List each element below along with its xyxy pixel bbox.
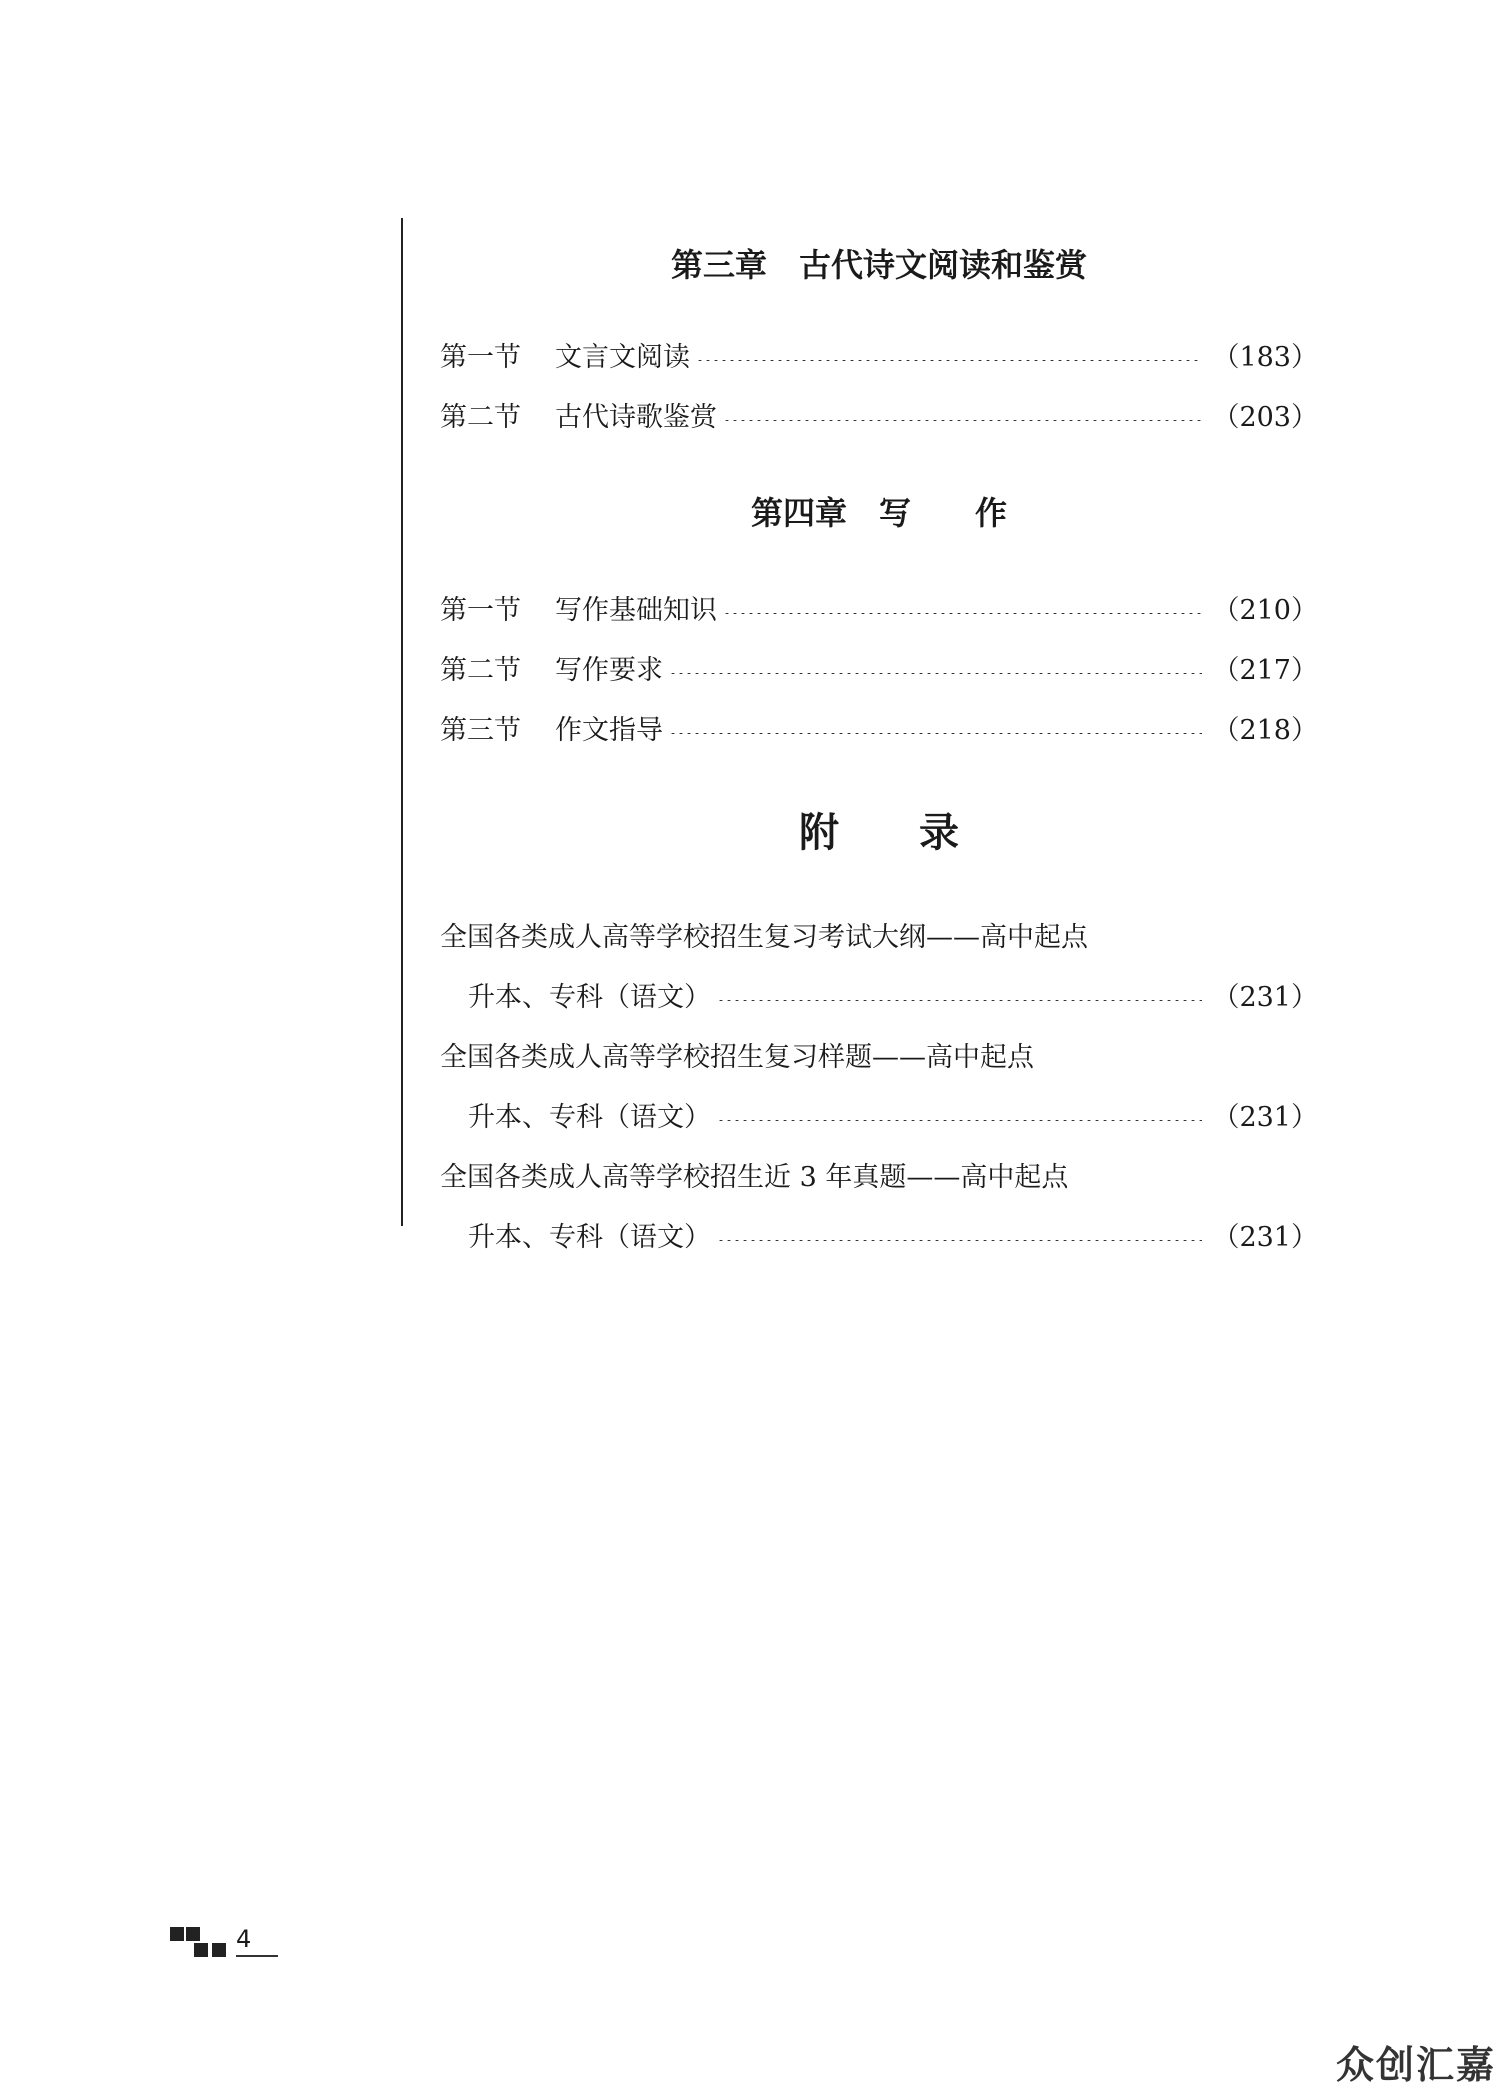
section-title: 作文指导 bbox=[555, 715, 663, 746]
appendix-item-subtitle: 升本、专科（语文） bbox=[468, 982, 711, 1013]
decor-square-icon bbox=[194, 1943, 208, 1957]
leader-dots bbox=[717, 1120, 1202, 1121]
section-title: 文言文阅读 bbox=[555, 342, 690, 373]
footer-rule bbox=[236, 1955, 278, 1957]
leader-dots bbox=[669, 733, 1202, 734]
section-label: 第二节 bbox=[440, 655, 521, 686]
appendix-title: 附 录 bbox=[799, 810, 959, 856]
toc-entry[interactable] bbox=[440, 328, 1318, 388]
appendix-item-subtitle: 升本、专科（语文） bbox=[468, 1102, 711, 1133]
decor-square-icon bbox=[170, 1927, 184, 1941]
appendix-item-title: 全国各类成人高等学校招生复习考试大纲——高中起点 bbox=[440, 922, 1088, 953]
appendix-item-title: 全国各类成人高等学校招生复习样题——高中起点 bbox=[440, 1042, 1034, 1073]
toc-entry[interactable] bbox=[440, 641, 1318, 701]
leader-dots bbox=[717, 1240, 1202, 1241]
appendix-item[interactable] bbox=[440, 908, 1318, 1028]
section-title: 写作要求 bbox=[555, 655, 663, 686]
section-label: 第一节 bbox=[440, 595, 521, 626]
section-title: 写作基础知识 bbox=[555, 595, 717, 626]
leader-dots bbox=[696, 360, 1202, 361]
leader-dots bbox=[669, 673, 1202, 674]
toc-entry[interactable] bbox=[440, 581, 1318, 641]
page-ref: （231） bbox=[1212, 982, 1318, 1013]
leader-dots bbox=[723, 613, 1202, 614]
leader-dots bbox=[717, 1000, 1202, 1001]
page-ref: （203） bbox=[1212, 402, 1318, 433]
section-label: 第二节 bbox=[440, 402, 521, 433]
appendix-item[interactable] bbox=[440, 1148, 1318, 1268]
margin-rule bbox=[401, 218, 403, 1226]
page-ref: （217） bbox=[1212, 655, 1318, 686]
section-title: 古代诗歌鉴赏 bbox=[555, 402, 717, 433]
decor-square-icon bbox=[212, 1943, 226, 1957]
page-ref: （218） bbox=[1212, 715, 1318, 746]
page-footer bbox=[170, 1925, 278, 1965]
leader-dots bbox=[723, 420, 1202, 421]
toc-entry[interactable] bbox=[440, 701, 1318, 761]
toc-entry[interactable] bbox=[440, 388, 1318, 448]
page-ref: （231） bbox=[1212, 1102, 1318, 1133]
page-number: 4 bbox=[236, 1925, 252, 1953]
page-ref: （210） bbox=[1212, 595, 1318, 626]
chapter-4-title: 第四章 写 作 bbox=[750, 494, 1007, 532]
appendix-item-title: 全国各类成人高等学校招生近 3 年真题——高中起点 bbox=[440, 1162, 1069, 1193]
decor-square-icon bbox=[186, 1927, 200, 1941]
appendix-item-subtitle: 升本、专科（语文） bbox=[468, 1222, 711, 1253]
table-of-contents bbox=[440, 240, 1318, 1268]
page-ref: （183） bbox=[1212, 342, 1318, 373]
chapter-3-title: 第三章 古代诗文阅读和鉴赏 bbox=[670, 246, 1087, 284]
section-label: 第一节 bbox=[440, 342, 521, 373]
watermark-logo: 众创汇嘉 bbox=[1335, 2043, 1496, 2087]
appendix-item[interactable] bbox=[440, 1028, 1318, 1148]
page-ref: （231） bbox=[1212, 1222, 1318, 1253]
section-label: 第三节 bbox=[440, 715, 521, 746]
